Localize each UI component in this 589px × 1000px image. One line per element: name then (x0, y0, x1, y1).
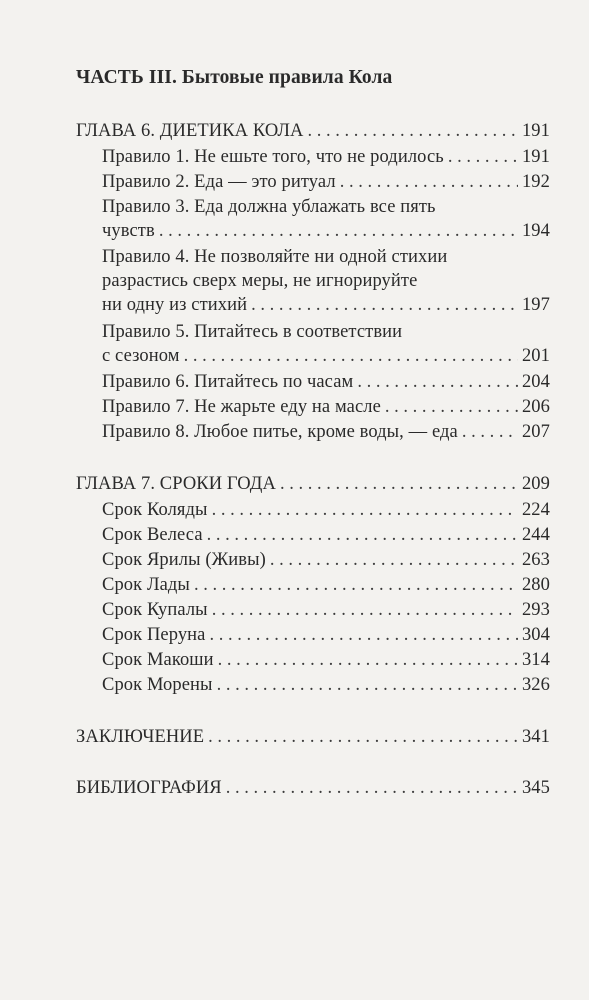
term-title: Срок Купалы (102, 600, 208, 620)
page-number: 209 (521, 474, 550, 494)
page-number: 326 (521, 675, 550, 695)
leader-dots (212, 598, 518, 622)
leader-dots (194, 573, 518, 597)
chapter-title: ГЛАВА 6. ДИЕТИКА КОЛА (76, 121, 304, 141)
toc-chapter-6[interactable] (76, 119, 550, 143)
rule-title: Правило 6. Питайтесь по часам (102, 372, 354, 392)
page-number: 263 (521, 550, 550, 570)
toc-rule-7[interactable] (102, 395, 550, 419)
toc-rule-2[interactable] (102, 170, 550, 194)
term-title: Срок Лады (102, 575, 190, 595)
page-number: 304 (521, 625, 550, 645)
term-title: Срок Коляды (102, 500, 208, 520)
section-title: ЗАКЛЮЧЕНИЕ (76, 727, 205, 747)
page-number: 224 (521, 500, 550, 520)
leader-dots (217, 673, 518, 697)
rule-title-continued: чувств (102, 221, 155, 241)
page-number: 191 (521, 147, 550, 167)
leader-dots (210, 623, 518, 647)
toc-term-lada[interactable] (102, 573, 550, 597)
toc-bibliography[interactable] (76, 776, 550, 800)
leader-dots (212, 498, 518, 522)
page-number: 207 (521, 422, 550, 442)
term-title: Срок Ярилы (Живы) (102, 550, 266, 570)
leader-dots (385, 395, 518, 419)
leader-dots (184, 344, 518, 368)
toc-term-kupala[interactable] (102, 598, 550, 622)
leader-dots (159, 219, 518, 243)
page-number: 280 (521, 575, 550, 595)
rule-title: Правило 7. Не жарьте еду на масле (102, 397, 381, 417)
toc-term-perun[interactable] (102, 623, 550, 647)
rule-title-continued: разрастись сверх меры, не игнорируйте (102, 271, 418, 291)
toc-term-veles[interactable] (102, 523, 550, 547)
leader-dots (462, 420, 518, 444)
page-number: 206 (521, 397, 550, 417)
toc-term-makosh[interactable] (102, 648, 550, 672)
rule-title: Правило 5. Питайтесь в соответствии (102, 322, 403, 342)
toc-rule-8[interactable] (102, 420, 550, 444)
toc-rule-3[interactable] (102, 195, 550, 243)
toc-term-kolyada[interactable] (102, 498, 550, 522)
leader-dots (280, 472, 518, 496)
toc-rule-6[interactable] (102, 370, 550, 394)
term-title: Срок Велеса (102, 525, 203, 545)
leader-dots (357, 370, 518, 394)
term-title: Срок Макоши (102, 650, 214, 670)
page-number: 191 (521, 121, 550, 141)
rule-title: Правило 3. Еда должна ублажать все пять (102, 197, 436, 217)
rule-title: Правило 1. Не ешьте того, что не родилось (102, 147, 444, 167)
page-number: 194 (521, 221, 550, 241)
toc-rule-5[interactable] (102, 320, 550, 368)
term-title: Срок Морены (102, 675, 213, 695)
page-number: 244 (521, 525, 550, 545)
toc-conclusion[interactable] (76, 725, 550, 749)
leader-dots (270, 548, 518, 572)
rule-title: Правило 4. Не позволяйте ни одной стихии (102, 247, 448, 267)
page-number: 293 (521, 600, 550, 620)
rule-title: Правило 8. Любое питье, кроме воды, — еда (102, 422, 458, 442)
toc-chapter-7[interactable] (76, 472, 550, 496)
chapter-title: ГЛАВА 7. СРОКИ ГОДА (76, 474, 276, 494)
page-number: 192 (521, 172, 550, 192)
page-number: 201 (521, 346, 550, 366)
rule-title-continued: с сезоном (102, 346, 180, 366)
page-number: 341 (521, 727, 550, 747)
rule-title: Правило 2. Еда — это ритуал (102, 172, 336, 192)
toc-term-morena[interactable] (102, 673, 550, 697)
leader-dots (226, 776, 518, 800)
page-number: 345 (521, 778, 550, 798)
part-title: ЧАСТЬ III. Бытовые правила Кола (76, 67, 393, 88)
leader-dots (207, 523, 518, 547)
leader-dots (307, 119, 517, 143)
term-title: Срок Перуна (102, 625, 206, 645)
leader-dots (208, 725, 518, 749)
toc-rule-4[interactable] (102, 245, 550, 317)
section-title: БИБЛИОГРАФИЯ (76, 778, 222, 798)
page-number: 314 (521, 650, 550, 670)
leader-dots (340, 170, 518, 194)
toc-rule-1[interactable] (102, 145, 550, 169)
rule-title-continued: ни одну из стихий (102, 295, 248, 315)
page-number: 204 (521, 372, 550, 392)
leader-dots (251, 293, 518, 317)
toc-term-yarila[interactable] (102, 548, 550, 572)
leader-dots (448, 145, 518, 169)
leader-dots (218, 648, 518, 672)
page-number: 197 (521, 295, 550, 315)
